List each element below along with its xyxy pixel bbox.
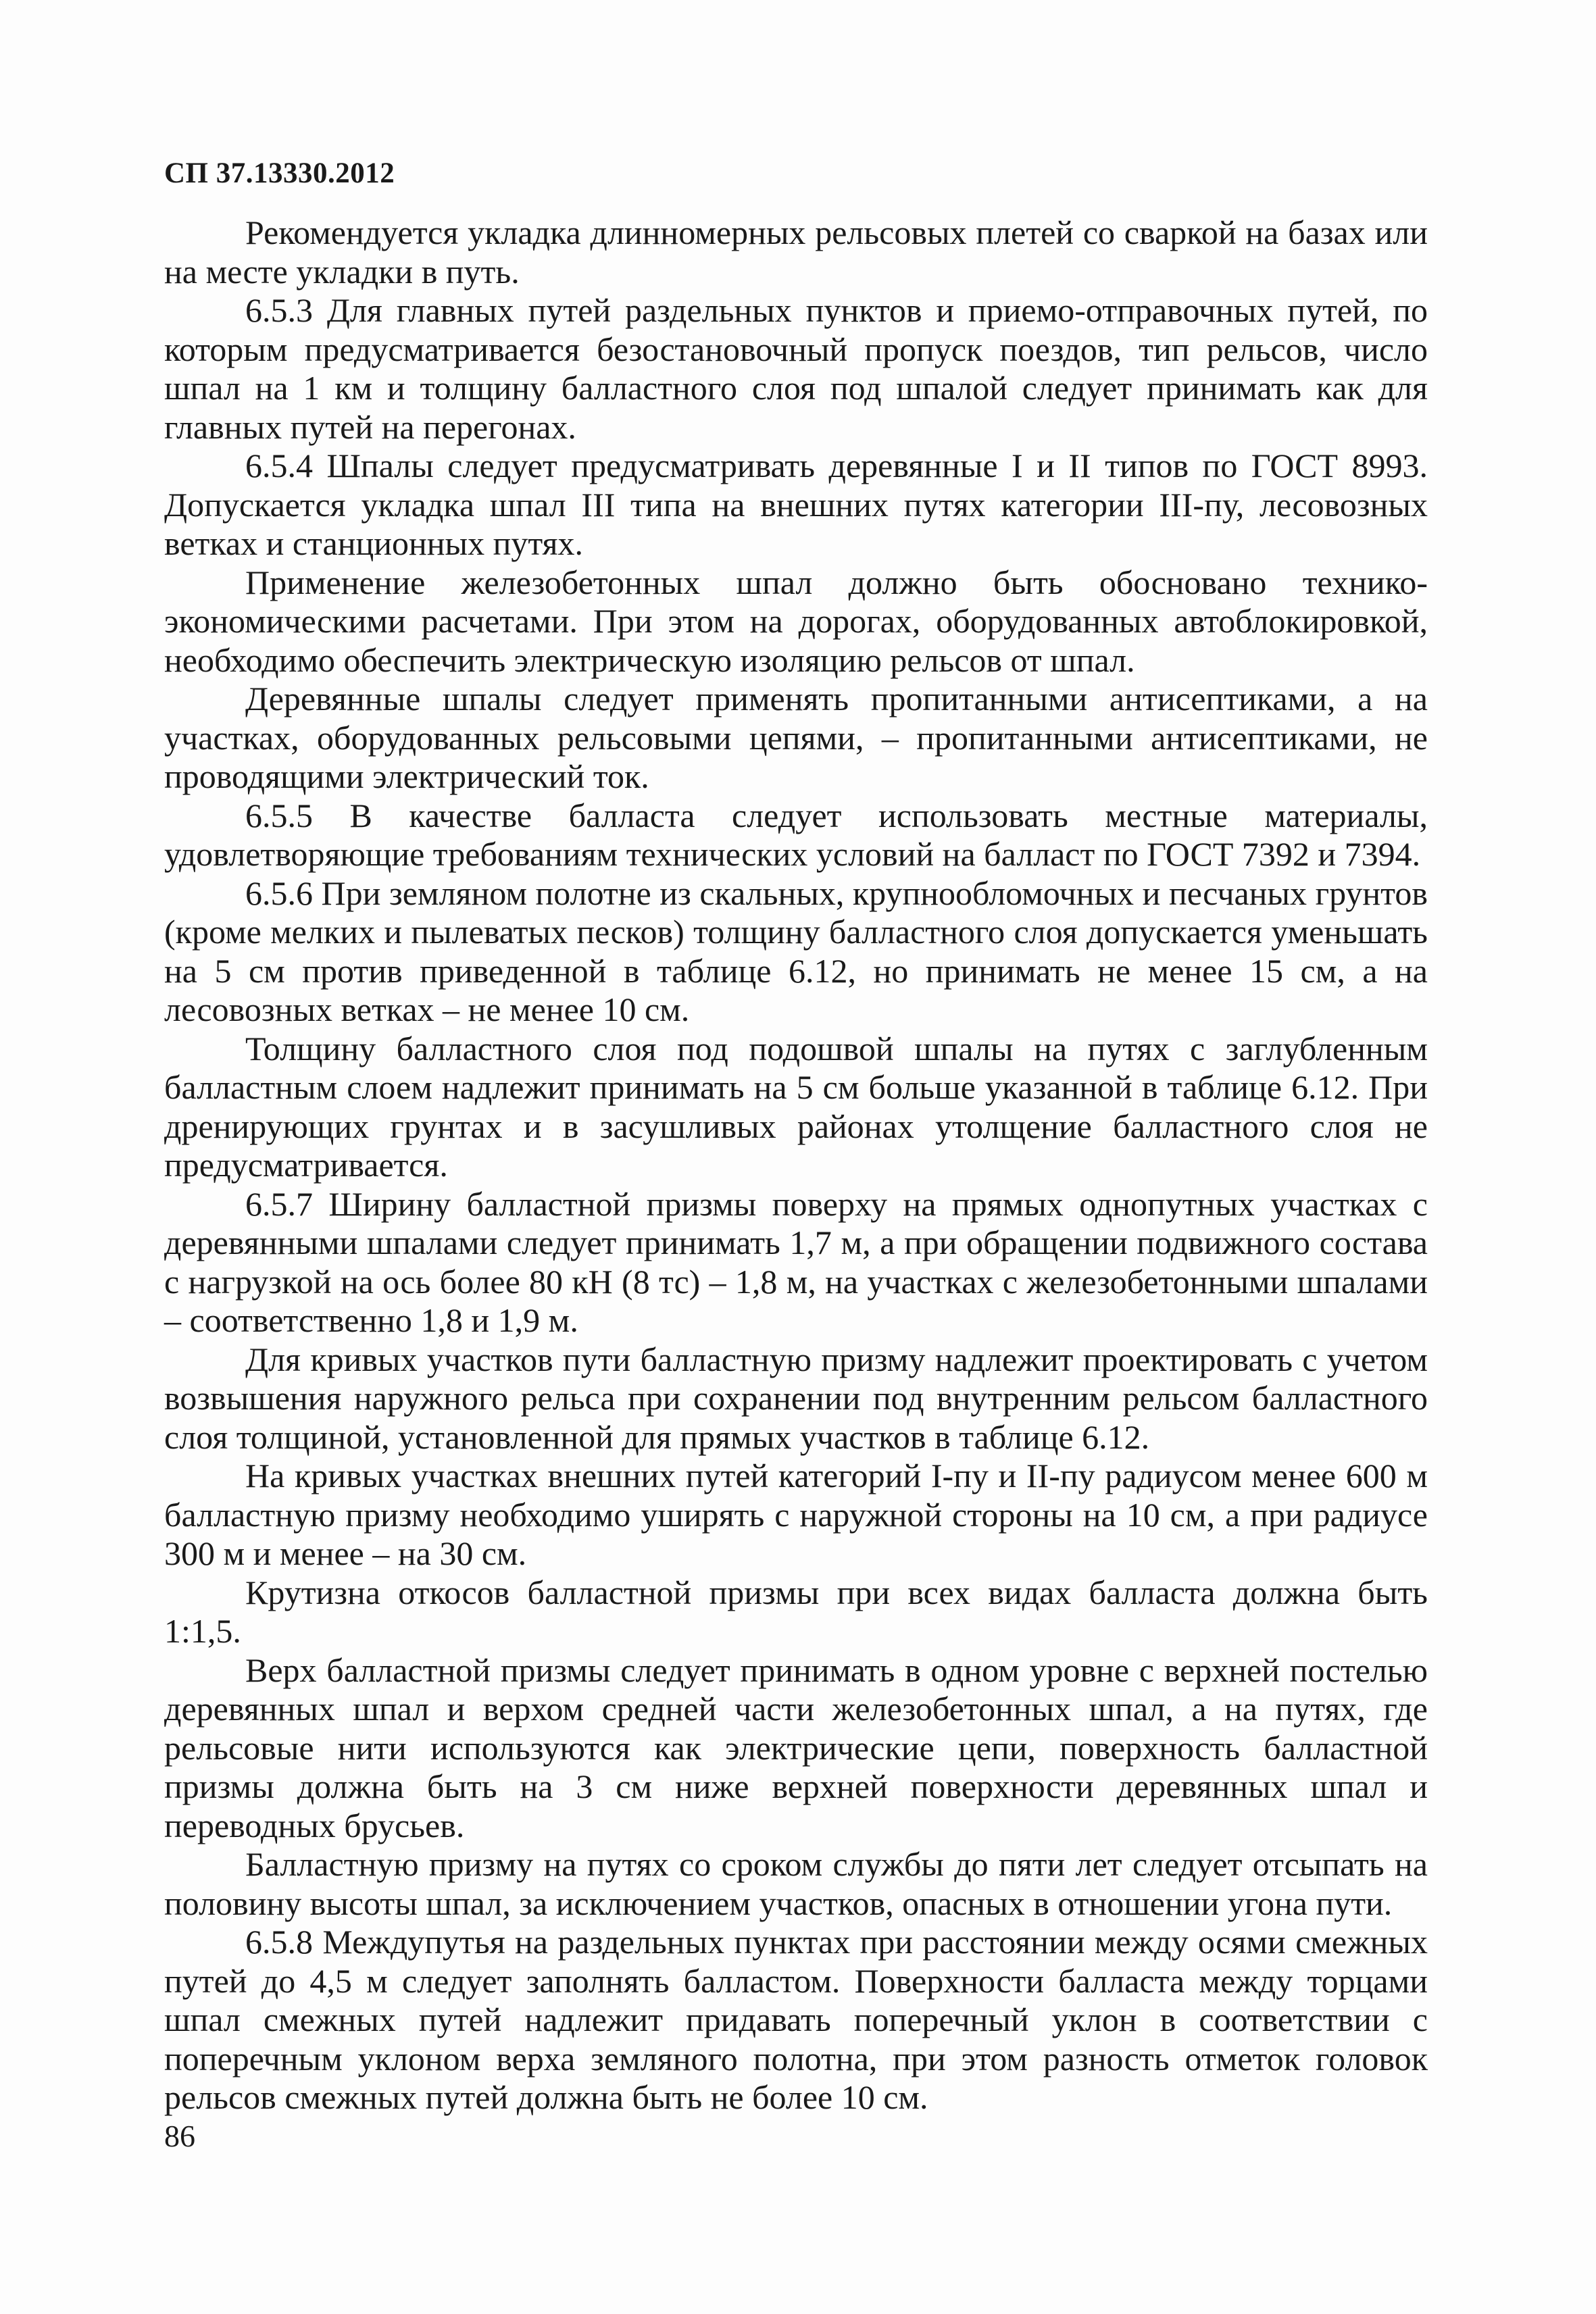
document-code: СП 37.13330.2012 <box>164 157 395 189</box>
paragraph: 6.5.6 При земляном полотне из скальных, крупнообломочных и песчаных грунтов (кроме мелких и пылеватых песков) толщину балластного слоя допускается уменьшать на 5 см против приведенной в таблице 6.12, но принимать не менее 15 см, а на лесовозных ветках – не менее 10 см. <box>164 874 1428 1028</box>
paragraph: На кривых участках внешних путей категорий I-пу и II-пу радиусом менее 600 м балластную призму необходимо уширять с наружной стороны на 10 см, а при радиусе 300 м и менее – на 30 см. <box>164 1457 1428 1572</box>
paragraph: 6.5.7 Ширину балластной призмы поверху на прямых однопутных участках с деревянными шпалами следует принимать 1,7 м, а при обращении подвижного состава с нагрузкой на ось более 80 кН (8 тс) – 1,8 м, на участках с железобетонными шпалами – соответственно 1,8 и 1,9 м. <box>164 1184 1428 1339</box>
paragraph: Балластную призму на путях со сроком службы до пяти лет следует отсыпать на половину высоты шпал, за исключением участков, опасных в отношении угона пути. <box>164 1845 1428 1922</box>
paragraph: Верх балластной призмы следует принимать в одном уровне с верхней постелью деревянных шпал и верхом средней части железобетонных шпал, а на путях, где рельсовые нити используются как электрические цепи, поверхность балластной призмы должна быть на 3 см ниже верхней поверхности деревянных шпал и переводных брусьев. <box>164 1651 1428 1844</box>
paragraph: 6.5.8 Междупутья на раздельных пунктах при расстоянии между осями смежных путей до 4,5 м следует заполнять балластом. Поверхности балласта между торцами шпал смежных путей надлежит придавать поперечный уклон в соответствии с поперечным уклоном верха земляного полотна, при этом разность отметок головок рельсов смежных путей должна быть не более 10 см. <box>164 1923 1428 2116</box>
paragraph: 6.5.4 Шпалы следует предусматривать деревянные I и II типов по ГОСТ 8993. Допускается укладка шпал III типа на внешних путях категории III-пу, лесовозных ветках и станционных путях. <box>164 447 1428 562</box>
paragraph: Деревянные шпалы следует применять пропитанными антисептиками, а на участках, оборудованных рельсовыми цепями, – пропитанными антисептиками, не проводящими электрический ток. <box>164 680 1428 795</box>
paragraph: Крутизна откосов балластной призмы при всех видах балласта должна быть 1:1,5. <box>164 1573 1428 1650</box>
paragraph: Рекомендуется укладка длинномерных рельсовых плетей со сваркой на базах или на месте укладки в путь. <box>164 213 1428 291</box>
paragraph: Для кривых участков пути балластную призму надлежит проектировать с учетом возвышения наружного рельса при сохранении под внутренним рельсом балластного слоя толщиной, установленной для прямых участков в таблице 6.12. <box>164 1340 1428 1456</box>
document-body <box>164 213 1428 2117</box>
paragraph: 6.5.5 В качестве балласта следует использовать местные материалы, удовлетворяющие требованиям технических условий на балласт по ГОСТ 7392 и 7394. <box>164 796 1428 873</box>
paragraph: Толщину балластного слоя под подошвой шпалы на путях с заглубленным балластным слоем надлежит принимать на 5 см больше указанной в таблице 6.12. При дренирующих грунтах и в засушливых районах утолщение балластного слоя не предусматривается. <box>164 1029 1428 1184</box>
page-number: 86 <box>164 2119 195 2153</box>
paragraph: 6.5.3 Для главных путей раздельных пунктов и приемо-отправочных путей, по которым предусматривается безостановочный пропуск поездов, тип рельсов, число шпал на 1 км и толщину балластного слоя под шпалой следует принимать как для главных путей на перегонах. <box>164 291 1428 446</box>
paragraph: Применение железобетонных шпал должно быть обосновано технико-экономическими расчетами. При этом на дорогах, оборудованных автоблокировкой, необходимо обеспечить электрическую изоляцию рельсов от шпал. <box>164 563 1428 679</box>
